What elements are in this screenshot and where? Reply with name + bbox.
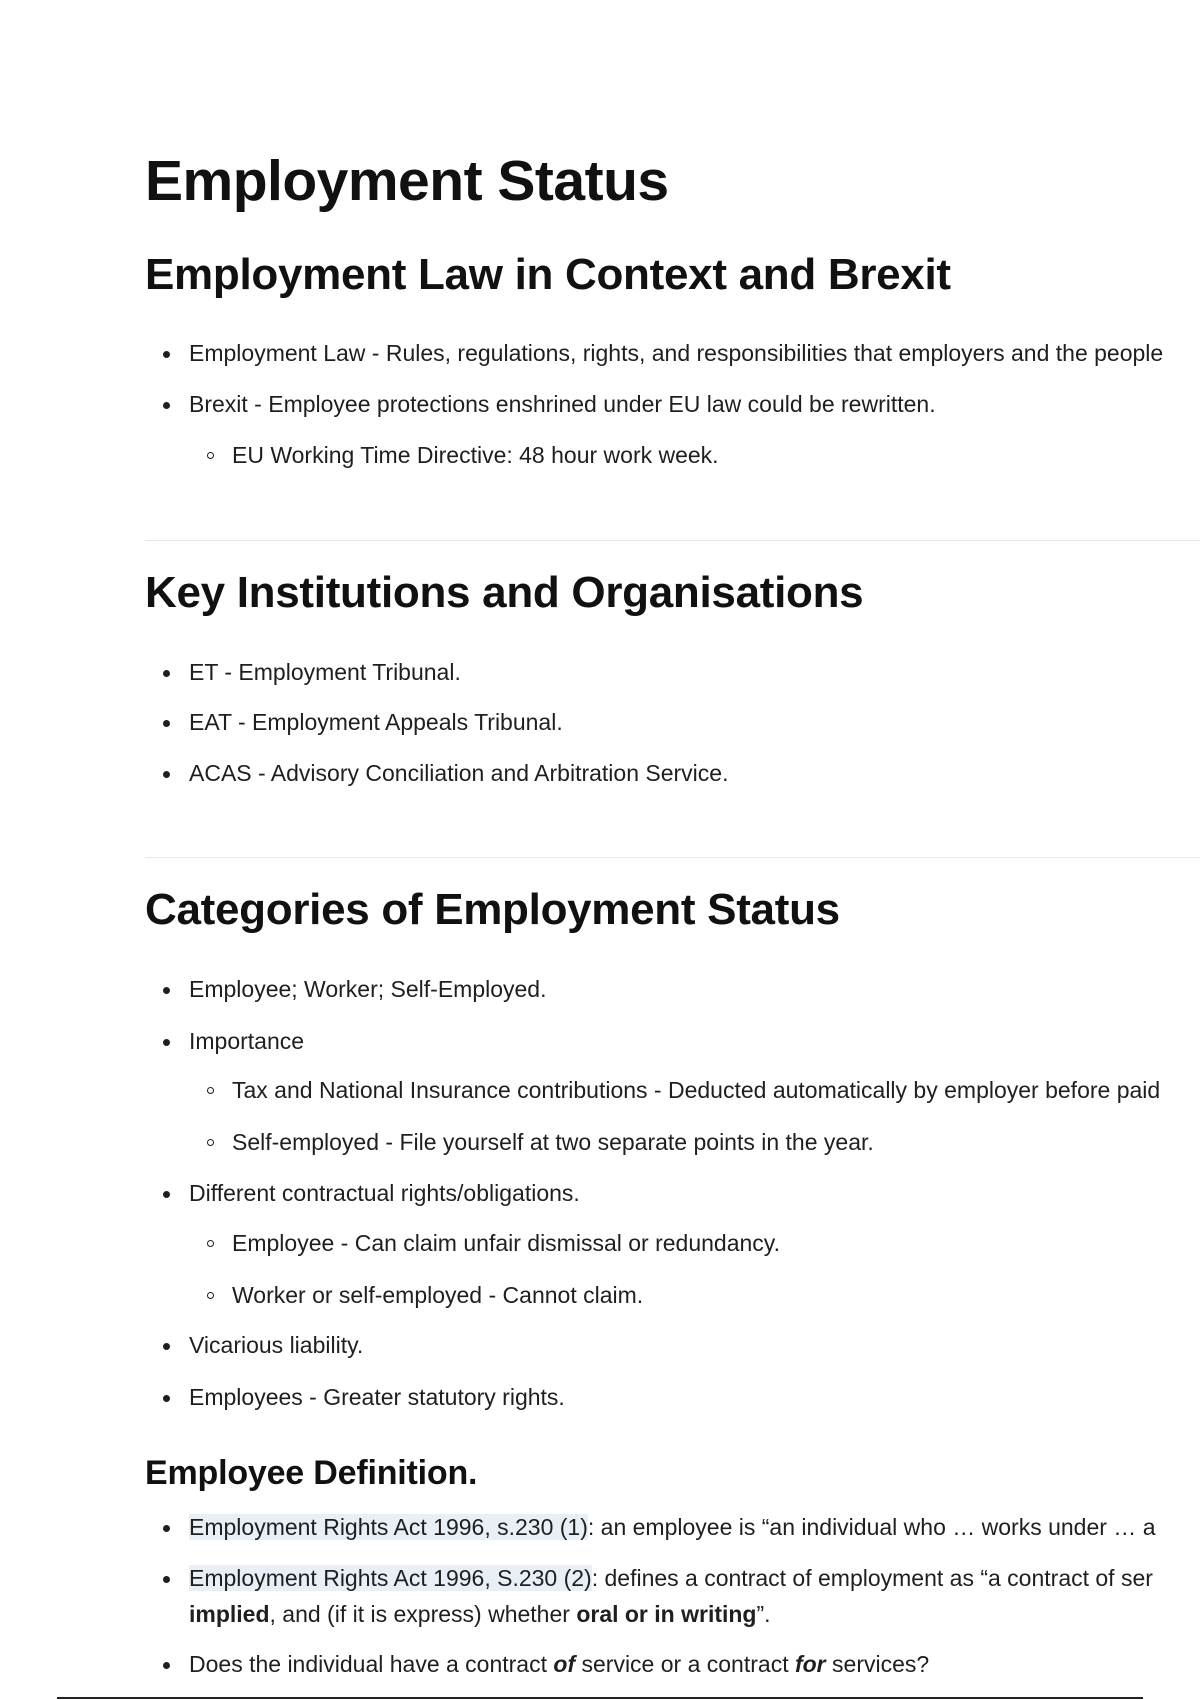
list-item-text: : an employee is “an individual who … works under … a: [587, 1514, 1156, 1540]
sub-list-item: Employee - Can claim unfair dismissal or redundancy.: [232, 1225, 780, 1261]
subsection-heading-definition: Employee Definition.: [145, 1454, 478, 1492]
list-item-text: service or a contract: [575, 1651, 795, 1677]
list-item-continuation: [189, 1596, 771, 1632]
sub-list-item: EU Working Time Directive: 48 hour work week.: [232, 437, 719, 473]
list-item-text: services?: [825, 1651, 930, 1677]
list-item: [189, 1560, 1153, 1596]
section-heading-context: Employment Law in Context and Brexit: [145, 250, 951, 299]
list-item: Different contractual rights/obligations.: [189, 1175, 580, 1211]
list-item: EAT - Employment Appeals Tribunal.: [189, 704, 563, 740]
page-bottom-rule: [57, 1697, 1143, 1699]
section-heading-institutions: Key Institutions and Organisations: [145, 568, 864, 617]
list-item-text: , and (if it is express) whether: [269, 1601, 577, 1627]
list-item: Importance: [189, 1023, 304, 1059]
sub-list-item: Self-employed - File yourself at two separate points in the year.: [232, 1124, 874, 1160]
list-item-text: : defines a contract of employment as “a contract of ser: [591, 1565, 1153, 1591]
sub-list-item: Tax and National Insurance contributions - Deducted automatically by employer before paid: [232, 1072, 1160, 1108]
statute-reference[interactable]: Employment Rights Act 1996, s.230 (1): [189, 1514, 588, 1540]
list-item: Vicarious liability.: [189, 1327, 363, 1363]
list-item: Employees - Greater statutory rights.: [189, 1379, 565, 1415]
page-title: Employment Status: [145, 149, 669, 213]
list-item: ET - Employment Tribunal.: [189, 654, 461, 690]
list-item: Employee; Worker; Self-Employed.: [189, 971, 547, 1007]
list-item: ACAS - Advisory Conciliation and Arbitration Service.: [189, 755, 728, 791]
statute-reference[interactable]: Employment Rights Act 1996, S.230 (2): [189, 1565, 592, 1591]
bold-text: implied: [189, 1601, 270, 1627]
section-divider: [145, 857, 1200, 858]
bold-italic-text: of: [553, 1651, 576, 1677]
section-heading-categories: Categories of Employment Status: [145, 885, 840, 934]
list-item: [189, 1509, 1156, 1545]
list-item: Brexit - Employee protections enshrined under EU law could be rewritten.: [189, 386, 936, 422]
sub-list-item: Worker or self-employed - Cannot claim.: [232, 1277, 643, 1313]
list-item-text: ”.: [756, 1601, 771, 1627]
bold-italic-text: for: [794, 1651, 826, 1677]
document-page: [145, 0, 1200, 1700]
list-item: [189, 1646, 929, 1682]
list-item: Employment Law - Rules, regulations, rights, and responsibilities that employers and the people: [189, 335, 1163, 371]
section-divider: [145, 540, 1200, 541]
bold-text: oral or in writing: [576, 1601, 757, 1627]
list-item-text: Does the individual have a contract: [189, 1651, 554, 1677]
